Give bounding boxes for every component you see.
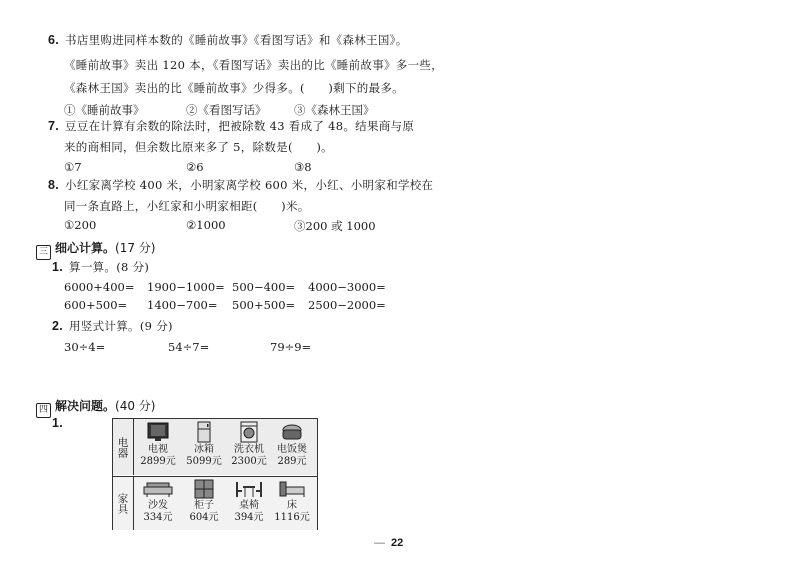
appliance-item: 洗衣机 2300元 [226, 419, 272, 468]
sofa-icon [143, 479, 173, 499]
q7-number: 7. [48, 119, 60, 133]
calc-item: 500+500= [232, 298, 296, 312]
calc-item: 54÷7= [168, 340, 210, 354]
q6-number: 6. [48, 33, 60, 47]
q8-option-3: ③200 或 1000 [294, 219, 376, 233]
bed-icon [278, 479, 306, 499]
q6-line2: 《睡前故事》卖出 120 本，《看图写话》卖出的比《睡前故事》多一些， [64, 58, 444, 72]
calc-item: 2500−2000= [308, 298, 386, 312]
calc-item: 6000+400= [64, 280, 135, 294]
section4-part1-number: 1. [52, 416, 64, 430]
appliance-item: 电饭煲 289元 [269, 419, 315, 468]
appliance-item: 电视 2899元 [135, 419, 181, 468]
q8-line1: 8. 小红家离学校 400 米，小明家离学校 600 米，小红、小明家和学校在 [48, 178, 434, 192]
q8-option-1: ①200 [64, 218, 97, 232]
appliances-row [113, 419, 317, 475]
q6-line3: 《森林王国》卖出的比《睡前故事》少得多。( )剩下的最多。 [64, 81, 404, 95]
furniture-row [113, 476, 317, 530]
calc-item: 1400−700= [147, 298, 218, 312]
section3-part1-title: 1. 算一算。(8 分) [52, 260, 150, 274]
furniture-item: 桌椅 394元 [226, 477, 272, 524]
q6-option-2: ②《看图写话》 [186, 103, 267, 117]
furniture-item: 床 1116元 [269, 477, 315, 524]
furniture-item: 沙发 334元 [135, 477, 181, 524]
table-chairs-icon [234, 479, 264, 499]
calc-item: 500−400= [232, 280, 296, 294]
q7-option-1: ①7 [64, 160, 82, 174]
appliances-label: 电器 [113, 419, 134, 475]
q7-option-2: ②6 [186, 160, 204, 174]
q7-line2: 来的商相同，但余数比原来多了 5，除数是( )。 [64, 140, 333, 154]
rice-cooker-icon [280, 421, 304, 443]
section3-part2-title: 2. 用竖式计算。(9 分) [52, 319, 173, 333]
q8-option-2: ②1000 [186, 218, 226, 232]
q6-option-1: ①《睡前故事》 [64, 103, 145, 117]
q6-line1: 6. 书店里购进同样本数的《睡前故事》《看图写话》和《森林王国》。 [48, 33, 408, 47]
calc-item: 4000−3000= [308, 280, 386, 294]
q7-line1: 7. 豆豆在计算有余数的除法时，把被除数 43 看成了 48。结果商与原 [48, 119, 415, 133]
furniture-item: 柜子 604元 [181, 477, 227, 524]
calc-item: 600+500= [64, 298, 128, 312]
cabinet-icon [192, 479, 216, 499]
q8-number: 8. [48, 178, 60, 192]
calc-item: 1900−1000= [147, 280, 225, 294]
section4-badge: 四 [36, 403, 51, 418]
calc-item: 79÷9= [270, 340, 312, 354]
appliance-item: 冰箱 5099元 [181, 419, 227, 468]
tv-icon [146, 421, 170, 443]
page-dash: — [374, 537, 385, 549]
section3-badge: 三 [36, 245, 51, 260]
calc-item: 30÷4= [64, 340, 106, 354]
washer-icon [237, 421, 261, 443]
price-table [112, 418, 318, 530]
section3-heading: 三 细心计算。(17 分) [36, 239, 155, 260]
fridge-icon [192, 421, 216, 443]
q7-option-3: ③8 [294, 160, 312, 174]
page-number: — 22 [374, 537, 404, 549]
section4-heading: 四 解决问题。(40 分) [36, 397, 155, 418]
q8-line2: 同一条直路上，小红家和小明家相距( )米。 [64, 199, 310, 213]
furniture-label: 家具 [113, 477, 134, 530]
q6-option-3: ③《森林王国》 [294, 103, 375, 117]
